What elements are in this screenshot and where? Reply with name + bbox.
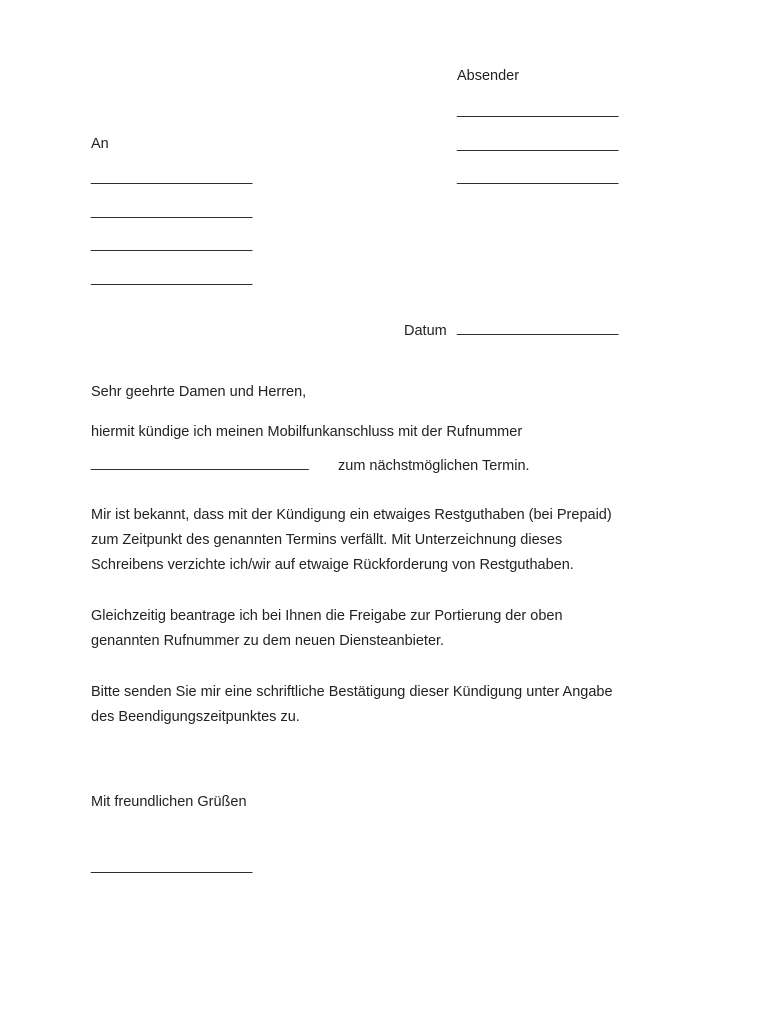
recipient-line-2[interactable]: ____________________ [91,203,253,219]
paragraph-portierung [91,604,563,654]
sender-label: Absender [457,68,520,84]
recipient-line-3[interactable]: ____________________ [91,236,253,252]
closing: Mit freundlichen Grüßen [91,794,247,810]
recipient-label: An [91,136,109,152]
intro-line-1: hiermit kündige ich meinen Mobilfunkanschluss mit der Rufnummer [91,424,523,440]
paragraph-line: Gleichzeitig beantrage ich bei Ihnen die Freigabe zur Portierung der oben [91,608,563,624]
salutation: Sehr geehrte Damen und Herren, [91,384,307,400]
sender-line-2[interactable]: ____________________ [457,136,619,152]
paragraph-line: des Beendigungszeitpunktes zu. [91,709,300,725]
intro-line-2-rest: zum nächstmöglichen Termin. [338,458,530,474]
recipient-line-1[interactable]: ____________________ [91,169,253,185]
recipient-line-4[interactable]: ____________________ [91,270,253,286]
paragraph-line: genannten Rufnummer zu dem neuen Diensteanbieter. [91,633,445,649]
paragraph-bestaetigung [91,680,613,730]
rufnummer-line[interactable]: ___________________________ [91,455,309,471]
sender-line-3[interactable]: ____________________ [457,169,619,185]
paragraph-restguthaben [91,503,612,578]
paragraph-line: Mir ist bekannt, dass mit der Kündigung ein etwaiges Restguthaben (bei Prepaid) [91,507,612,523]
sender-line-1[interactable]: ____________________ [457,102,619,118]
paragraph-line: zum Zeitpunkt des genannten Termins verfällt. Mit Unterzeichnung dieses [91,532,563,548]
paragraph-line: Schreibens verzichte ich/wir auf etwaige Rückforderung von Restguthaben. [91,557,574,573]
signature-line[interactable]: ____________________ [91,858,253,874]
date-label: Datum [404,323,447,339]
paragraph-line: Bitte senden Sie mir eine schriftliche Bestätigung dieser Kündigung unter Angabe [91,684,613,700]
date-line[interactable]: ____________________ [457,320,619,336]
